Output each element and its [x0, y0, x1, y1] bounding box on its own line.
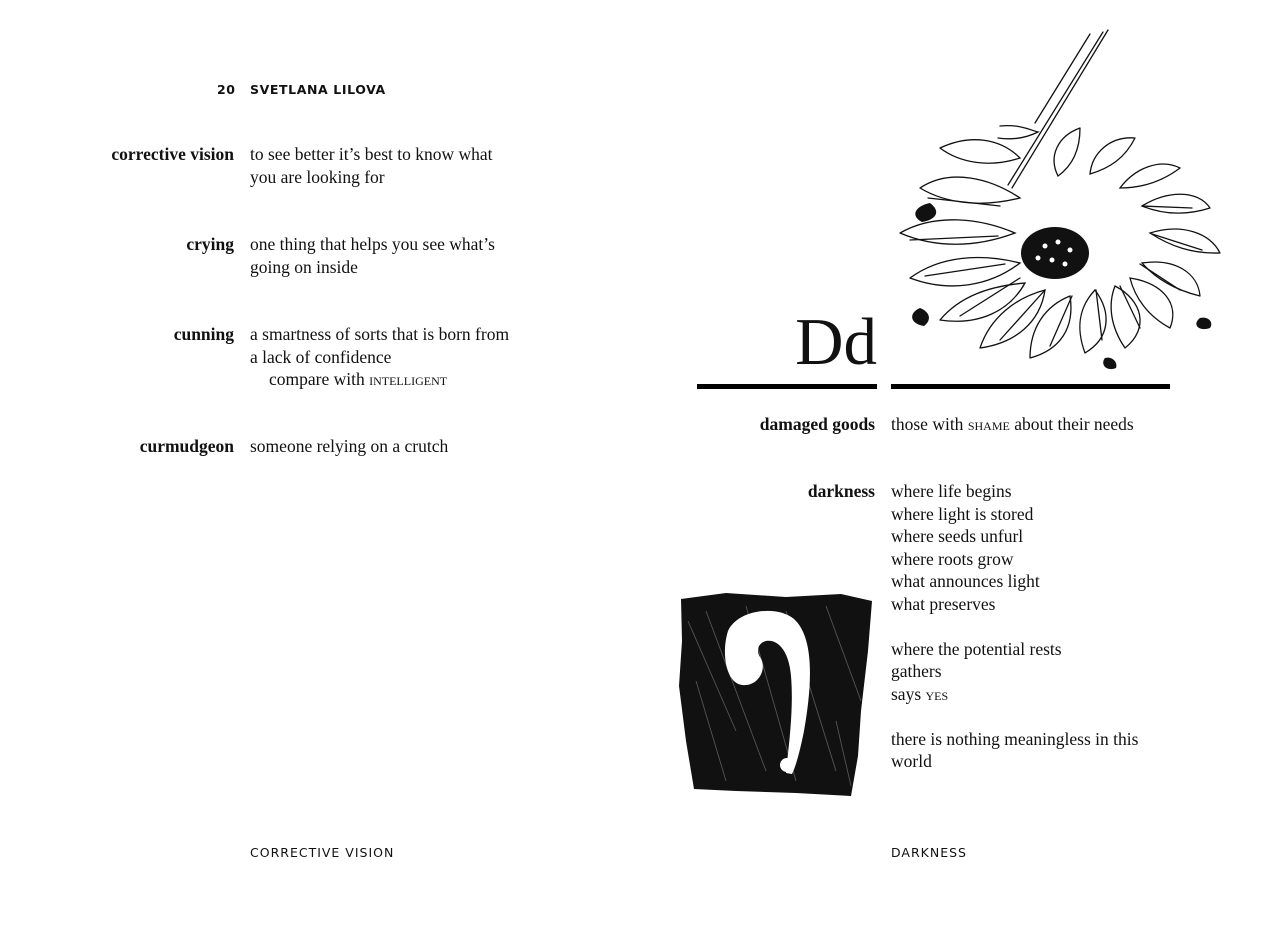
- definition-line: world: [891, 751, 932, 771]
- cross-reference-prefix: compare with: [269, 369, 370, 389]
- definition-text: about their needs: [1009, 414, 1134, 434]
- definition-line: you are looking for: [250, 166, 385, 187]
- definition-line: where the potential rests: [891, 638, 1062, 659]
- section-rule: [697, 384, 877, 389]
- entry-term: curmudgeon: [139, 436, 234, 456]
- definition-line: what preserves: [891, 593, 996, 614]
- definition-text: those with: [891, 414, 968, 434]
- definition-line: to see better it’s best to know what: [250, 144, 493, 164]
- definition-line: gathers: [891, 661, 942, 681]
- definition-line: [891, 683, 1138, 706]
- definition-line: going on inside: [250, 256, 358, 277]
- entry-term: crying: [186, 234, 234, 254]
- definition-line: where roots grow: [891, 548, 1014, 569]
- cross-reference-term: shame: [967, 414, 1010, 434]
- entry-definition: [250, 143, 493, 188]
- definition-line: [891, 413, 1134, 436]
- definition-line: one thing that helps you see what’s: [250, 234, 495, 254]
- entry-term: corrective vision: [111, 144, 234, 164]
- cross-reference: [250, 368, 509, 391]
- cross-reference-term: intelligent: [369, 369, 448, 389]
- section-letter: Dd: [795, 305, 877, 379]
- footer-guide-word: DARKNESS: [891, 845, 967, 860]
- flower-illustration: [880, 28, 1230, 378]
- running-head: SVETLANA LILOVA: [250, 82, 386, 97]
- entry-term: darkness: [807, 481, 875, 501]
- definition-line: what announces light: [891, 571, 1040, 591]
- entry-term: cunning: [173, 324, 234, 344]
- stanza-break: [891, 615, 1138, 638]
- definition-text: says: [891, 683, 926, 704]
- page-number: 20: [217, 82, 236, 97]
- definition-line: where seeds unfurl: [891, 526, 1024, 546]
- entry-term: damaged goods: [759, 414, 875, 434]
- footer-guide-word: CORRECTIVE VISION: [250, 845, 395, 860]
- entry-definition: [891, 480, 1138, 773]
- entry-definition: [250, 435, 448, 458]
- cross-reference-term: yes: [925, 683, 949, 704]
- definition-line: there is nothing meaningless in this: [891, 728, 1139, 749]
- definition-line: where light is stored: [891, 503, 1034, 524]
- entry-definition: [891, 413, 1134, 436]
- definition-line: where life begins: [891, 481, 1012, 501]
- entry-definition: [250, 233, 495, 278]
- entry-definition: [250, 323, 509, 391]
- definition-line: a smartness of sorts that is born from: [250, 324, 510, 344]
- section-rule: [891, 384, 1170, 389]
- definition-line: someone relying on a crutch: [250, 436, 449, 456]
- stanza-break: [891, 705, 1138, 728]
- question-mark-illustration: [676, 591, 876, 801]
- definition-line: a lack of confidence: [250, 346, 392, 367]
